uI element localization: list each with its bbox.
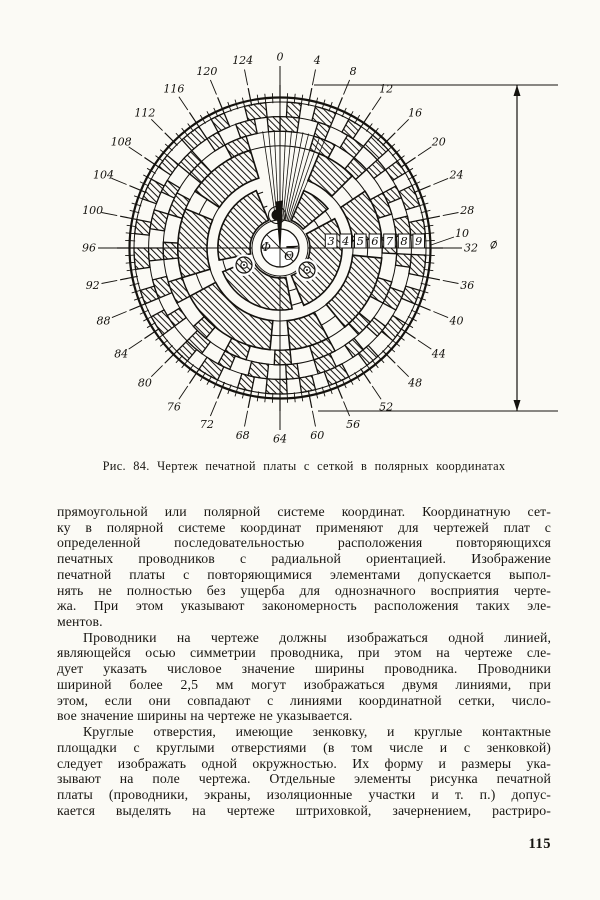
angular-label: 84	[114, 347, 129, 361]
angular-label: 8	[349, 65, 357, 78]
arrow-up-icon	[514, 85, 521, 96]
angular-label: 0	[276, 50, 284, 64]
text-line: площадки с круглыми отверстиями (в том числе и с зенковкой)	[57, 739, 551, 755]
text-line: определенной последовательностью расположения повторяющихся	[57, 535, 551, 551]
text-line: шириной более 2,5 мм могут изображаться двумя линиями, при	[57, 676, 551, 692]
angular-label: 76	[166, 400, 181, 414]
text-line: вое значение ширины на чертеже не указывается.	[57, 708, 353, 724]
theta-symbol: Θ	[284, 249, 294, 263]
angular-label: 120	[196, 65, 218, 78]
angular-label: 52	[379, 400, 394, 414]
radial-label: 4	[342, 234, 350, 248]
phi-symbol: Ф	[261, 240, 271, 254]
angular-label: 64	[273, 432, 287, 446]
radial-label-10: 10	[455, 227, 469, 240]
radial-label: 5	[356, 234, 364, 248]
text-line: платы (проводники, экраны, изоляционные участки и т. п.) допус-	[57, 786, 551, 802]
angular-label: 108	[110, 135, 132, 149]
angular-label: 72	[199, 418, 214, 431]
angular-label: 20	[431, 135, 446, 149]
angular-label: 44	[431, 347, 446, 361]
radial-label: 8	[400, 234, 408, 248]
angular-label: 16	[408, 106, 423, 120]
page-number: 115	[528, 836, 551, 852]
radial-label: 3	[327, 234, 335, 248]
angular-label: 112	[134, 106, 156, 120]
angular-label: 40	[449, 314, 464, 328]
arrow-down-icon	[514, 400, 521, 411]
text-line: нять не полностью без ущерба для однозначного восприятия черте-	[57, 582, 551, 598]
angular-label: 68	[235, 428, 250, 442]
radial-label: 7	[385, 234, 394, 248]
radial-label: 6	[371, 234, 379, 248]
angular-label: 36	[460, 278, 475, 292]
angular-label: 28	[460, 204, 475, 218]
angular-label: 24	[449, 168, 464, 182]
text-line: являющейся осью симметрии проводника, при этом на чертеже сле-	[57, 645, 551, 661]
text-line: жа. При этом указывают закономерность расположения таких эле-	[57, 598, 551, 614]
text-line: ментов.	[57, 614, 103, 630]
text-line: Круглые отверстия, имеющие зенковку, и круглые контактные	[83, 724, 551, 740]
figure-caption: Рис. 84. Чертеж печатной платы с сеткой в полярных координатах	[102, 459, 506, 473]
text-line: печатных проводников с радиальной ориентацией. Изображение	[57, 551, 551, 567]
text-line: дует указать числовое значение ширины проводника. Проводники	[57, 661, 551, 677]
angular-label: 96	[82, 241, 96, 255]
figure-drawing	[0, 36, 600, 452]
radial-label: 9	[415, 234, 423, 248]
text-line: печатной платы с повторяющимися элементами допускается выпол-	[57, 566, 551, 582]
text-line: кается выделять на чертеже штриховкой, зачернением, растриро-	[57, 802, 551, 818]
diameter-icon: ⌀	[486, 236, 500, 254]
text-line: прямоугольной или полярной системе координат. Координатную сет-	[57, 504, 551, 519]
angular-label: 48	[408, 376, 423, 390]
text-line: зывают на поле чертежа. Отдельные элементы рисунка печатной	[57, 771, 551, 787]
angular-label: 12	[379, 82, 394, 96]
angular-label: 88	[96, 314, 111, 328]
angular-label: 60	[310, 428, 325, 442]
angular-label: 92	[85, 278, 100, 292]
text-line: ку в полярной системе координат применяют для чертежей плат с	[57, 519, 551, 535]
angular-label: 100	[82, 204, 104, 218]
angular-label: 124	[232, 54, 254, 68]
text-line: этом, если они совпадают с линиями координатной сетки, число-	[57, 692, 551, 708]
angular-label: 104	[93, 168, 114, 182]
angular-label: 56	[346, 418, 361, 431]
angular-label: 116	[163, 82, 185, 96]
body-text	[57, 504, 551, 818]
text-line: Проводники на чертеже должны изображаться одной линией,	[83, 629, 551, 645]
angular-label: 32	[464, 241, 478, 255]
text-line: следует изображать одной окружностью. Их форму и размеры ука-	[57, 755, 551, 771]
angular-label: 80	[137, 376, 152, 390]
angular-label: 4	[313, 54, 321, 68]
